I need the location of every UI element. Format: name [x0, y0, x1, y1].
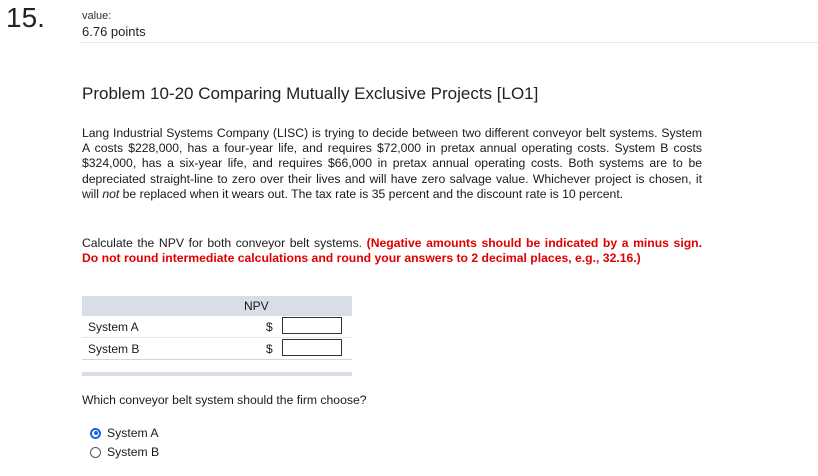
table-row-system-b	[82, 338, 352, 360]
option-system-a[interactable]	[90, 426, 158, 440]
radio-system-a[interactable]	[90, 428, 101, 439]
problem-description	[82, 126, 702, 202]
currency-symbol: $	[266, 320, 273, 334]
instruction-text	[82, 236, 702, 266]
problem-description-part-a: Lang Industrial Systems Company (LISC) is trying to decide between two different conveyor belt systems. System A costs $228,000, has a four-year life, and requires $72,000 in pretax annual operating costs. System B costs $324,000, has a six-year life, and requires $66,000 in pretax annual operating costs. Both systems are to be depreciated straight-line to zero over their lives and will have zero salvage value. Whichever project is chosen, it will	[82, 126, 702, 201]
table-row-system-a	[82, 316, 352, 338]
npv-table-header	[82, 296, 352, 316]
instruction-rounding-note: (Negative amounts should be indicated by a minus sign. Do not round intermediate calculations and round your answers to 2 decimal places, e.g., 32.16.)	[82, 236, 702, 266]
value-points: 6.76 points	[82, 24, 146, 39]
radio-system-b[interactable]	[90, 447, 101, 458]
choice-question: Which conveyor belt system should the firm choose?	[82, 393, 367, 407]
row-label-system-a: System A	[88, 320, 139, 334]
option-system-b[interactable]	[90, 445, 159, 459]
value-label: value:	[82, 10, 112, 22]
problem-description-part-b: be replaced when it wears out. The tax rate is 35 percent and the discount rate is 10 percent.	[119, 186, 624, 201]
npv-input-system-b[interactable]	[282, 339, 342, 356]
option-label-system-a: System A	[107, 426, 159, 440]
instruction-main: Calculate the NPV for both conveyor belt systems.	[82, 236, 367, 250]
npv-column-header: NPV	[244, 299, 269, 313]
currency-symbol: $	[266, 342, 273, 356]
header-divider	[80, 42, 818, 43]
problem-title: Problem 10-20 Comparing Mutually Exclusive Projects [LO1]	[82, 84, 539, 103]
npv-table	[82, 296, 352, 376]
row-label-system-b: System B	[88, 342, 140, 356]
problem-description-emphasis: not	[102, 186, 120, 201]
npv-table-footer	[82, 372, 352, 376]
npv-input-system-a[interactable]	[282, 317, 342, 334]
question-number: 15.	[6, 2, 45, 33]
option-label-system-b: System B	[107, 445, 160, 459]
